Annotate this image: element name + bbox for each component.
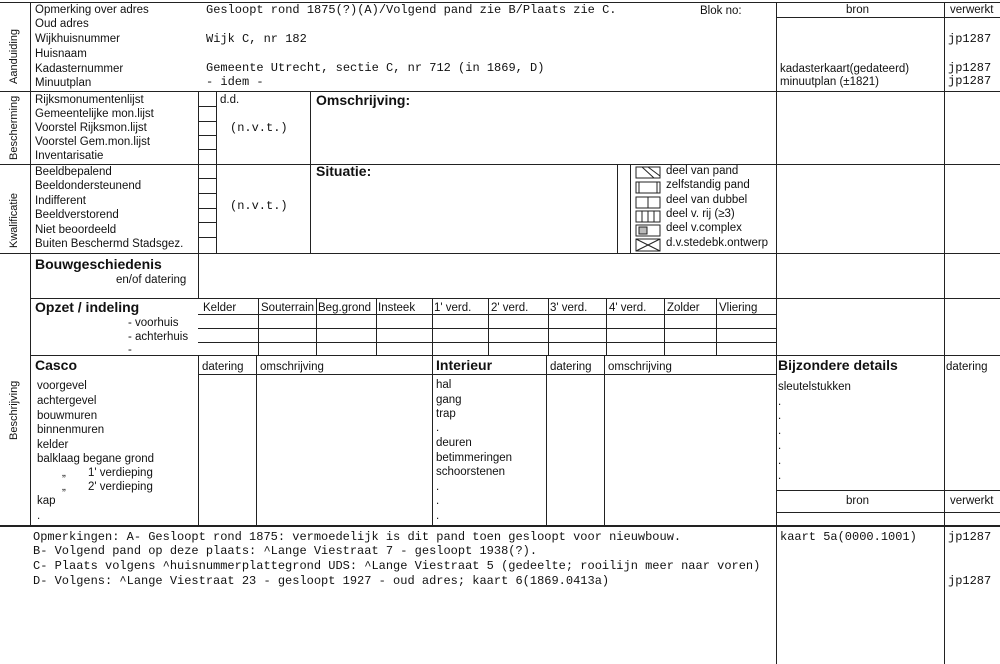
details-title: Bijzondere details: [778, 357, 898, 373]
interieur-item-hal: hal: [436, 379, 452, 391]
interieur-item-deuren: deuren: [436, 437, 472, 449]
bron-header: bron: [846, 4, 870, 16]
interieur-omschrijving-header: omschrijving: [608, 361, 672, 373]
interieur-title: Interieur: [436, 357, 493, 373]
label-voorstel-rijksmon: Voorstel Rijksmon.lijst: [35, 122, 147, 134]
casco-omschrijving-header: omschrijving: [260, 361, 324, 373]
casco-item-binnenmuren: binnenmuren: [37, 424, 105, 436]
details-item-dot-4: .: [778, 440, 782, 452]
interieur-item-trap: trap: [436, 408, 456, 420]
opmerkingen-line-b: B- Volgend pand op deze plaats: ^Lange Viestraat 7 - gesloopt 1938(?).: [33, 544, 538, 558]
details-item-dot-2: .: [778, 410, 782, 422]
label-buiten-beschermd: Buiten Beschermd Stadsgez.: [35, 238, 184, 250]
situatie-option-zelfstandig-pand: zelfstandig pand: [666, 179, 750, 191]
opmerkingen-line-d: D- Volgens: ^Lange Viestraat 23 - gesloopt 1927 - oud adres; kaart 6(1869.0413a): [33, 574, 610, 588]
details-verwerkt-header: verwerkt: [950, 495, 994, 507]
label-rijksmonumentenlijst: Rijksmonumentenlijst: [35, 94, 144, 106]
opzet-col-zolder: Zolder: [667, 302, 700, 314]
details-item-dot-6: .: [778, 470, 782, 482]
opmerkingen-line-c: C- Plaats volgens ^huisnummerplattegrond UDS: ^Lange Viestraat 5 (gedeelte; rooilijn meer naar voren): [33, 559, 761, 573]
opmerkingen-verwerkt-2: jp1287: [948, 574, 992, 588]
situatie-option-deel-v-rij: deel v. rij (≥3): [666, 208, 735, 220]
bouwgeschiedenis-sub: en/of datering: [116, 274, 187, 286]
bouwgeschiedenis-title: Bouwgeschiedenis: [35, 256, 162, 272]
bron-kadaster: kadasterkaart(gedateerd): [780, 63, 910, 75]
interieur-item-gang: gang: [436, 394, 462, 406]
situatie-pictograms-icon: [634, 164, 664, 253]
bescherming-nvt: (n.v.t.): [230, 121, 288, 135]
opmerkingen-bron-kaart: kaart 5a(0000.1001): [780, 530, 917, 544]
situatie-option-deel-van-pand: deel van pand: [666, 165, 739, 177]
value-opmerking-adres: Gesloopt rond 1875(?)(A)/Volgend pand zie B/Plaats zie C.: [206, 3, 617, 17]
situatie-option-stedebk-ontwerp: d.v.stedebk.ontwerp: [666, 237, 769, 249]
opzet-col-3-verd: 3' verd.: [550, 302, 588, 314]
casco-item-dot: .: [37, 510, 41, 522]
dd-label: d.d.: [220, 94, 240, 106]
bron-minuutplan: minuutplan (±1821): [780, 76, 880, 88]
interieur-item-dot-2: .: [436, 481, 440, 493]
value-wijkhuisnummer: Wijk C, nr 182: [206, 32, 307, 46]
section-label-aanduiding: Aanduiding: [8, 28, 20, 84]
opzet-col-insteek: Insteek: [378, 302, 416, 314]
label-beeldbepalend: Beeldbepalend: [35, 166, 112, 178]
section-label-kwalificatie: Kwalificatie: [8, 192, 20, 248]
situatie-label: Situatie:: [316, 163, 372, 179]
value-kadasternummer: Gemeente Utrecht, sectie C, nr 712 (in 1869, D): [206, 61, 545, 75]
opzet-col-2-verd: 2' verd.: [491, 302, 529, 314]
opzet-title: Opzet / indeling: [35, 299, 140, 315]
interieur-item-dot-4: .: [436, 510, 440, 522]
casco-title: Casco: [35, 357, 78, 373]
situatie-option-deel-van-dubbel: deel van dubbel: [666, 194, 748, 206]
value-minuutplan: - idem -: [206, 75, 264, 89]
label-beeldondersteunend: Beeldondersteunend: [35, 180, 142, 192]
label-huisnaam: Huisnaam: [35, 48, 87, 60]
section-label-bescherming: Bescherming: [8, 95, 20, 160]
opzet-col-4-verd: 4' verd.: [609, 302, 647, 314]
opzet-col-kelder: Kelder: [203, 302, 237, 314]
interieur-item-schoorstenen: schoorstenen: [436, 466, 506, 478]
casco-quote-1: „: [62, 467, 66, 479]
opzet-col-beg-grond: Beg.grond: [318, 302, 372, 314]
label-wijkhuisnummer: Wijkhuisnummer: [35, 33, 120, 45]
casco-item-voorgevel: voorgevel: [37, 380, 87, 392]
verwerkt-header: verwerkt: [950, 4, 994, 16]
details-item-dot-3: .: [778, 425, 782, 437]
label-voorstel-gem-mon: Voorstel Gem.mon.lijst: [35, 136, 151, 148]
label-niet-beoordeeld: Niet beoordeeld: [35, 224, 117, 236]
opzet-col-1-verd: 1' verd.: [434, 302, 472, 314]
casco-item-1-verdieping: 1' verdieping: [88, 467, 153, 479]
verwerkt-minuutplan: jp1287: [948, 74, 992, 88]
casco-datering-header: datering: [202, 361, 244, 373]
details-item-sleutelstukken: sleutelstukken: [778, 381, 851, 393]
verwerkt-wijk: jp1287: [948, 32, 992, 46]
section-label-beschrijving: Beschrijving: [8, 380, 20, 440]
opmerkingen-verwerkt-1: jp1287: [948, 530, 992, 544]
details-item-dot-5: .: [778, 455, 782, 467]
opzet-row-voorhuis: - voorhuis: [128, 317, 179, 329]
interieur-datering-header: datering: [550, 361, 592, 373]
label-beeldverstorend: Beeldverstorend: [35, 209, 119, 221]
verwerkt-kadaster: jp1287: [948, 61, 992, 75]
label-inventarisatie: Inventarisatie: [35, 150, 104, 162]
kwalificatie-nvt: (n.v.t.): [230, 199, 288, 213]
details-item-dot-1: .: [778, 396, 782, 408]
casco-quote-2: „: [62, 481, 66, 493]
casco-item-2-verdieping: 2' verdieping: [88, 481, 153, 493]
casco-item-achtergevel: achtergevel: [37, 395, 97, 407]
label-kadasternummer: Kadasternummer: [35, 63, 124, 75]
label-indifferent: Indifferent: [35, 195, 86, 207]
label-opmerking-adres: Opmerking over adres: [35, 4, 149, 16]
blok-label: Blok no:: [700, 5, 742, 17]
label-gemeentelijke-mon-lijst: Gemeentelijke mon.lijst: [35, 108, 154, 120]
opzet-row-achterhuis: - achterhuis: [128, 331, 189, 343]
interieur-item-dot-1: .: [436, 422, 440, 434]
label-oud-adres: Oud adres: [35, 18, 89, 30]
omschrijving-label: Omschrijving:: [316, 92, 411, 108]
casco-item-kelder: kelder: [37, 439, 69, 451]
interieur-item-dot-3: .: [436, 495, 440, 507]
opzet-col-vliering: Vliering: [719, 302, 758, 314]
interieur-item-betimmeringen: betimmeringen: [436, 452, 513, 464]
opmerkingen-line-a: Opmerkingen: A- Gesloopt rond 1875: vermoedelijk is dit pand toen gesloopt voor nieuwbouw.: [33, 530, 682, 544]
opzet-row-blank: -: [128, 344, 132, 356]
label-minuutplan: Minuutplan: [35, 77, 92, 89]
casco-item-kap: kap: [37, 495, 56, 507]
casco-item-balklaag: balklaag begane grond: [37, 453, 155, 465]
situatie-option-deel-v-complex: deel v.complex: [666, 222, 742, 234]
casco-item-bouwmuren: bouwmuren: [37, 410, 98, 422]
opzet-col-souterrain: Souterrain: [261, 302, 315, 314]
details-datering-header: datering: [946, 361, 988, 373]
details-bron-header: bron: [846, 495, 870, 507]
